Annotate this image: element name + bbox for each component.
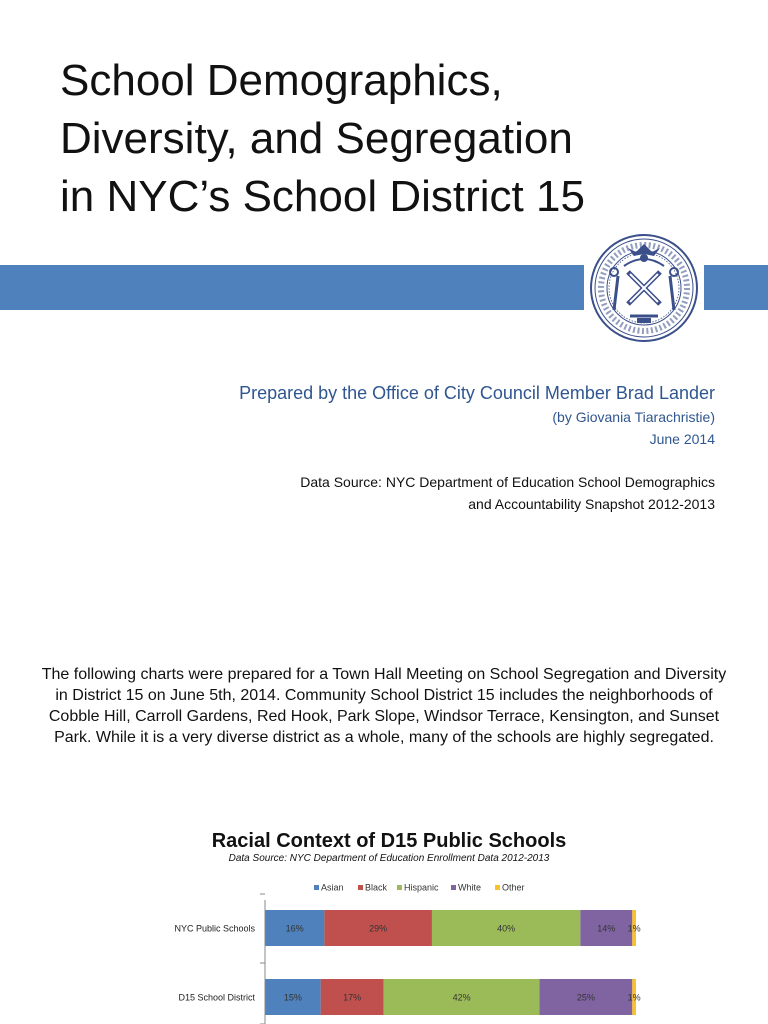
- data-label: 16%: [285, 923, 304, 934]
- title-line: Diversity, and Segregation: [60, 114, 573, 163]
- data-label: 29%: [369, 923, 388, 934]
- legend-entry: Hispanic: [404, 882, 439, 893]
- category-label: NYC Public Schools: [174, 923, 255, 934]
- legend-swatch: [495, 885, 500, 890]
- category-label: D15 School District: [178, 992, 255, 1003]
- legend-entry: Asian: [321, 882, 344, 893]
- data-label: 25%: [576, 992, 595, 1003]
- data-source-line-2: and Accountability Snapshot 2012-2013: [468, 496, 715, 512]
- intro-paragraph: The following charts were prepared for a Town Hall Meeting on School Segregation and Diversity in District 15 on June 5th, 2014. Community School District 15 includes the neighborhoods of Cobble Hill, Carroll Gardens, Red Hook, Park Slope, Windsor Terrace, Kensington, and Sunset Park. While it is a very diverse district as a whole, many of the schools are highly segregated.: [41, 666, 727, 746]
- chart-subtitle: Data Source: NYC Department of Education Enrollment Data 2012-2013: [228, 853, 550, 864]
- legend-entry: Black: [365, 882, 388, 893]
- publication-date: June 2014: [649, 431, 715, 447]
- legend-swatch: [314, 885, 319, 890]
- title-line: in NYC’s School District 15: [60, 172, 585, 221]
- legend-swatch: [397, 885, 402, 890]
- author-byline: (by Giovania Tiarachristie): [552, 409, 715, 425]
- stacked-bar-chart: [0, 870, 768, 1024]
- data-label: 15%: [283, 992, 302, 1003]
- document-title: [60, 52, 700, 226]
- nyc-seal-icon: [584, 232, 704, 344]
- data-label: 1%: [627, 992, 641, 1003]
- data-label: 40%: [497, 923, 516, 934]
- data-source-line-1: Data Source: NYC Department of Education School Demographics: [300, 474, 715, 490]
- legend-entry: White: [458, 882, 482, 893]
- legend-swatch: [451, 885, 456, 890]
- data-label: 14%: [597, 923, 616, 934]
- prepared-by: Prepared by the Office of City Council Member Brad Lander: [239, 383, 715, 403]
- data-label: 1%: [627, 923, 641, 934]
- title-line: School Demographics,: [60, 56, 503, 105]
- data-label: 42%: [452, 992, 471, 1003]
- data-label: 17%: [343, 992, 362, 1003]
- legend-entry: Other: [502, 882, 525, 893]
- chart-title: Racial Context of D15 Public Schools: [211, 830, 567, 852]
- legend-swatch: [358, 885, 363, 890]
